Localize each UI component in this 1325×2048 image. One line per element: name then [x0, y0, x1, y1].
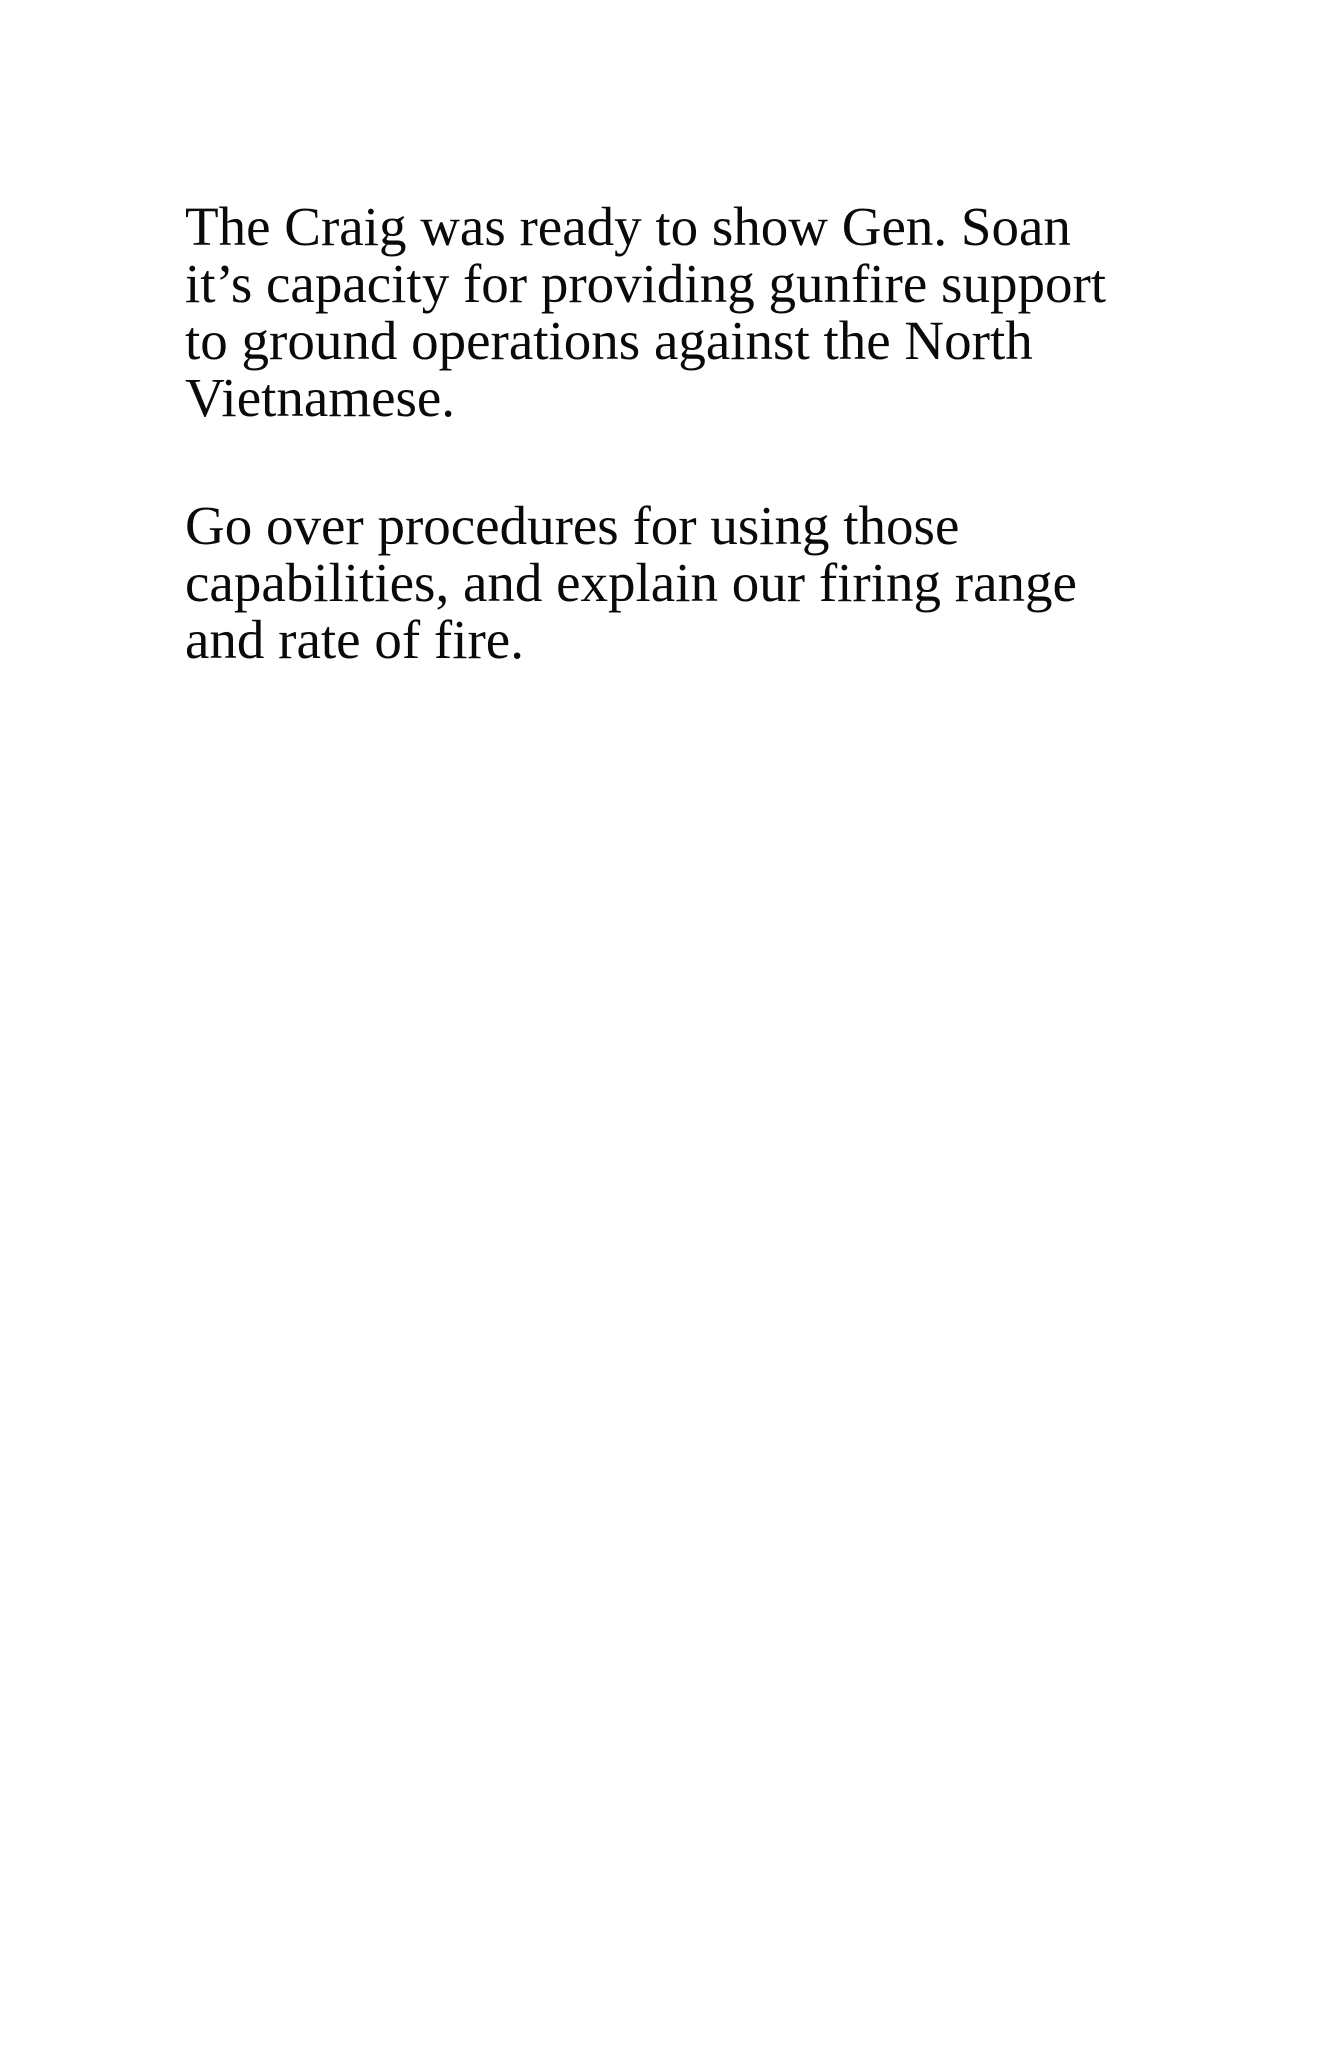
- text-line: Vietnamese.: [185, 367, 456, 428]
- text-line: The Craig was ready to show Gen. Soan: [185, 196, 1071, 257]
- text-line: capabilities, and explain our firing range: [185, 552, 1077, 613]
- text-line: it’s capacity for providing gunfire support: [185, 253, 1107, 314]
- paragraph-2: [185, 497, 1175, 668]
- book-page: [185, 198, 1175, 668]
- paragraph-1: [185, 198, 1175, 426]
- text-line: and rate of fire.: [185, 609, 524, 670]
- text-line: Go over procedures for using those: [185, 495, 960, 556]
- text-line: to ground operations against the North: [185, 310, 1033, 371]
